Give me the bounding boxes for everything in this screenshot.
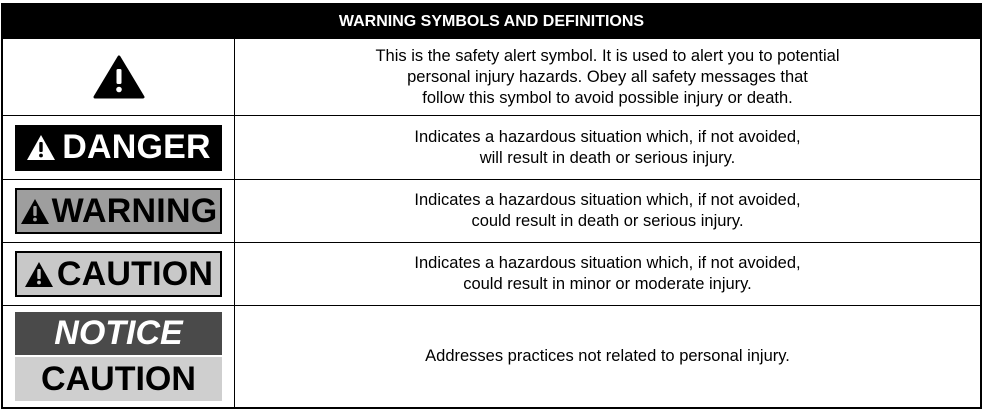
definition-cell [235, 116, 980, 179]
caution-signal-label [15, 251, 222, 297]
table-header: WARNING SYMBOLS AND DEFINITIONS [3, 5, 980, 38]
definition-line: personal injury hazards. Obey all safety messages that [407, 67, 808, 86]
definition-line: Indicates a hazardous situation which, if not avoided, [414, 127, 801, 146]
danger-signal-word: DANGER [62, 128, 211, 166]
danger-signal-label [15, 125, 222, 171]
table-row-safety-alert [3, 38, 980, 115]
notice-caution-label [15, 312, 222, 401]
table-row-danger [3, 115, 980, 179]
definition-cell [235, 306, 980, 407]
table-row-caution [3, 242, 980, 305]
definition-line: Indicates a hazardous situation which, if not avoided, [414, 254, 801, 272]
definition-cell [235, 243, 980, 305]
definition-line: This is the safety alert symbol. It is used to alert you to potential [375, 46, 840, 65]
definition-text [414, 190, 800, 232]
symbol-cell [3, 39, 235, 115]
symbol-cell [3, 243, 235, 305]
definition-line: Indicates a hazardous situation which, if not avoided, [414, 191, 801, 209]
warning-signal-word: WARNING [51, 191, 218, 230]
symbol-cell [3, 306, 235, 407]
definition-cell [235, 39, 980, 115]
safety-alert-triangle-icon [24, 261, 54, 288]
table-row-notice [3, 305, 980, 407]
safety-alert-triangle-icon [20, 198, 50, 225]
notice-signal-word: NOTICE [15, 312, 222, 355]
warning-symbols-table [1, 3, 982, 409]
definition-cell [235, 180, 980, 242]
definition-line: follow this symbol to avoid possible injury or death. [422, 88, 793, 107]
table-row-warning [3, 179, 980, 242]
definition-text [414, 253, 800, 295]
definition-line: Addresses practices not related to personal injury. [425, 347, 790, 365]
symbol-cell [3, 116, 235, 179]
definition-line: will result in death or serious injury. [479, 148, 736, 167]
definition-text [375, 46, 839, 109]
definition-text [414, 127, 800, 169]
safety-alert-triangle-icon [93, 55, 145, 99]
definition-text [425, 346, 790, 367]
notice-caution-signal-word: CAUTION [15, 357, 222, 401]
warning-signal-label [15, 188, 222, 234]
definition-line: could result in death or serious injury. [471, 212, 744, 230]
caution-signal-word: CAUTION [56, 254, 214, 293]
safety-alert-triangle-icon [26, 134, 56, 161]
symbol-cell [3, 180, 235, 242]
definition-line: could result in minor or moderate injury. [463, 275, 752, 293]
